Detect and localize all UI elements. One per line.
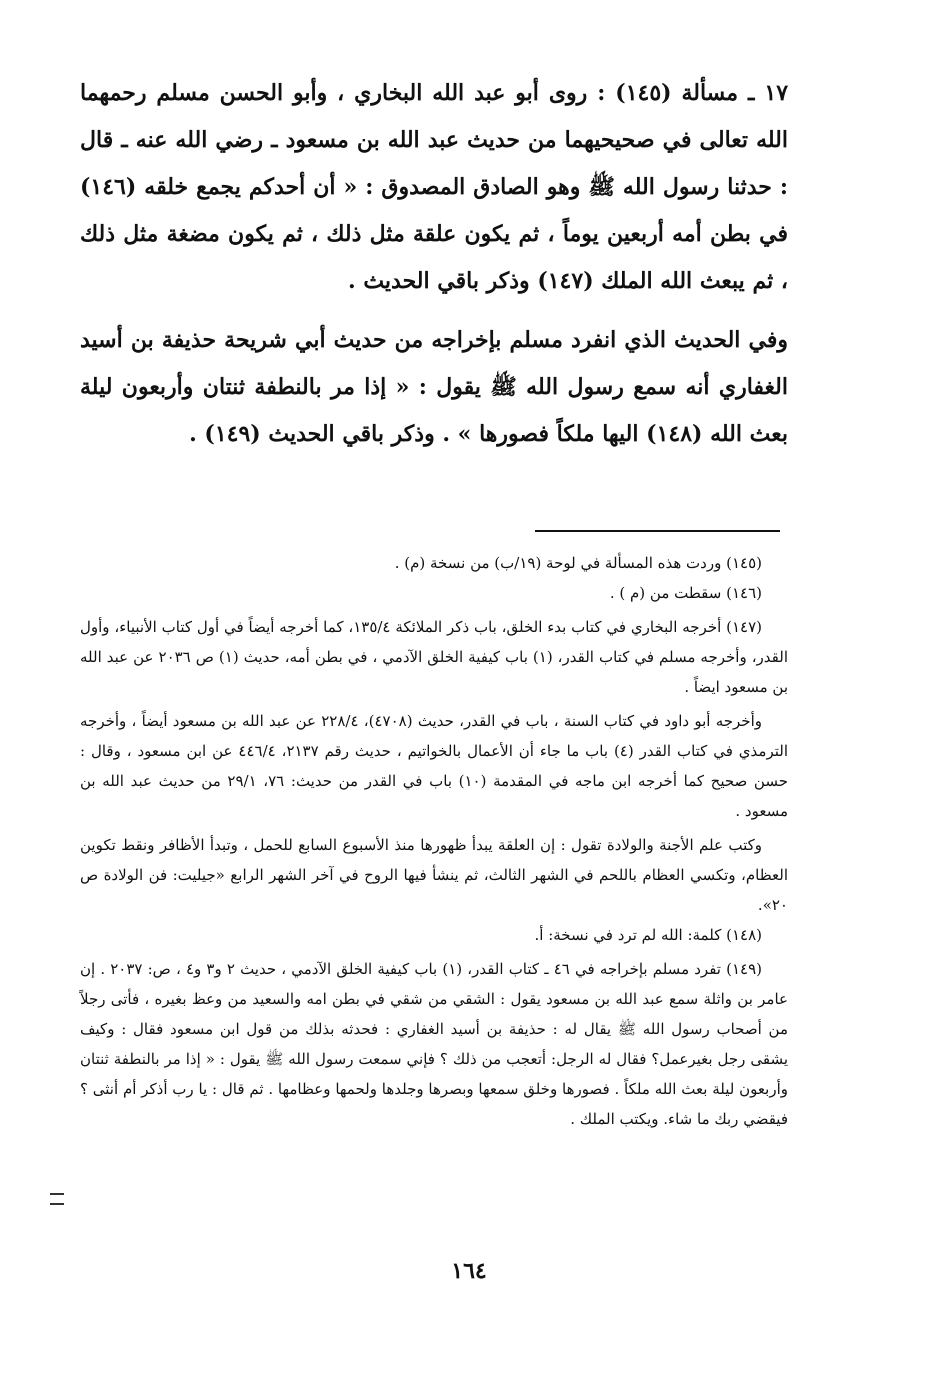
footnote-145: (١٤٥) وردت هذه المسألة في لوحة (١٩/ب) من نسخة (م) .	[394, 554, 762, 572]
hadith-paragraph: وفي الحديث الذي انفرد مسلم بإخراجه من حديث أبي شريحة حذيفة بن أسيد الغفاري أنه سمع رسول الله ﷺ يقول : « إذا مر بالنطفة ثنتان وأربعون ليلة بعث الله (١٤٨) اليها ملكاً فصورها » . وذكر باقي الحديث (١٤٩) .	[80, 327, 788, 447]
footnote-149: (١٤٩) تفرد مسلم بإخراجه في ٤٦ ـ كتاب القدر، (١) باب كيفية الخلق الآدمي ، حديث ٢ و٣ و٤ ، ص: ٢٠٣٧ . إن عامر بن واثلة سمع عبد الله بن مسعود يقول : الشقي من شقي في بطن امه والسعيد من وعظ بغيره ، فأتى رجلاً من أصحاب رسول الله ﷺ يقال له : حذيفة بن أسيد الغفاري : فحدثه بذلك من قول ابن مسعود فقال : وكيف يشقى رجل بغيرعمل؟ فقال له الرجل: أتعجب من ذلك ؟ فإني سمعت رسول الله ﷺ يقول : « إذا مر بالنطفة ثنتان وأربعون ليلة بعث الله ملكاً . فصورها وخلق سمعها وبصرها وجلدها ولحمها وعظامها . ثم قال : يا رب أذكر أم أنثى ؟ فيقضي ربك ما شاء. ويكتب الملك .	[80, 960, 788, 1128]
footnote-separator	[535, 530, 780, 532]
issue-17-paragraph	[80, 70, 788, 305]
footnote-147: (١٤٧) أخرجه البخاري في كتاب بدء الخلق، باب ذكر الملائكة ١٣٥/٤، كما أخرجه أيضاً في أول كتاب الأنبياء، وأول القدر، وأخرجه مسلم في كتاب القدر، (١) باب كيفية الخلق الآدمي ، في بطن أمه، حديث (١) ص ٢٠٣٦ عن عبد الله بن مسعود ايضاً .	[80, 618, 788, 696]
footnotes-block	[80, 548, 788, 1134]
page-number: ١٦٤	[451, 1258, 487, 1284]
footnote-146: (١٤٦) سقطت من (م ) .	[609, 584, 762, 602]
main-text-block	[80, 70, 788, 458]
issue-17-text: : روى أبو عبد الله البخاري ، وأبو الحسن مسلم رحمهما الله تعالى في صحيحيهما من حديث عبد الله بن مسعود ـ رضي الله عنه ـ قال : حدثنا رسول الله ﷺ وهو الصادق المصدوق : « أن أحدكم يجمع خلقه (١٤٦) في بطن أمه أربعين يوماً ، ثم يكون علقة مثل ذلك ، ثم يكون مضغة مثل ذلك ، ثم يبعث الله الملك (١٤٧) وذكر باقي الحديث .	[80, 80, 788, 294]
footnote-147-embryology: وكتب علم الأجنة والولادة تقول : إن العلقة يبدأ ظهورها منذ الأسبوع السابع للحمل ، وتبدأ الأظافر ونقط تكوين العظام، وتكسي العظام باللحم في الشهر الثالث، ثم ينشأ فيها الروح في آخر الشهر الرابع «جيليت: فن الولادة ص ٢٠».	[80, 836, 788, 914]
margin-mark	[50, 1193, 64, 1205]
issue-label: ١٧ ـ مسألة (١٤٥)	[615, 80, 789, 106]
footnote-148: (١٤٨) كلمة: الله لم ترد في نسخة: أ.	[534, 926, 762, 944]
footnote-147-continued: وأخرجه أبو داود في كتاب السنة ، باب في القدر، حديث (٤٧٠٨)، ٢٢٨/٤ عن عبد الله بن مسعود أيضاً ، وأخرجه الترمذي في كتاب القدر (٤) باب ما جاء أن الأعمال بالخواتيم ، حديث رقم ٢١٣٧، ٤٤٦/٤ عن ابن مسعود ، وقال : حسن صحيح كما أخرجه ابن ماجه في المقدمة (١٠) باب في القدر من حديث: ٧٦، ٢٩/١ من حديث عبد الله بن مسعود .	[80, 712, 788, 820]
